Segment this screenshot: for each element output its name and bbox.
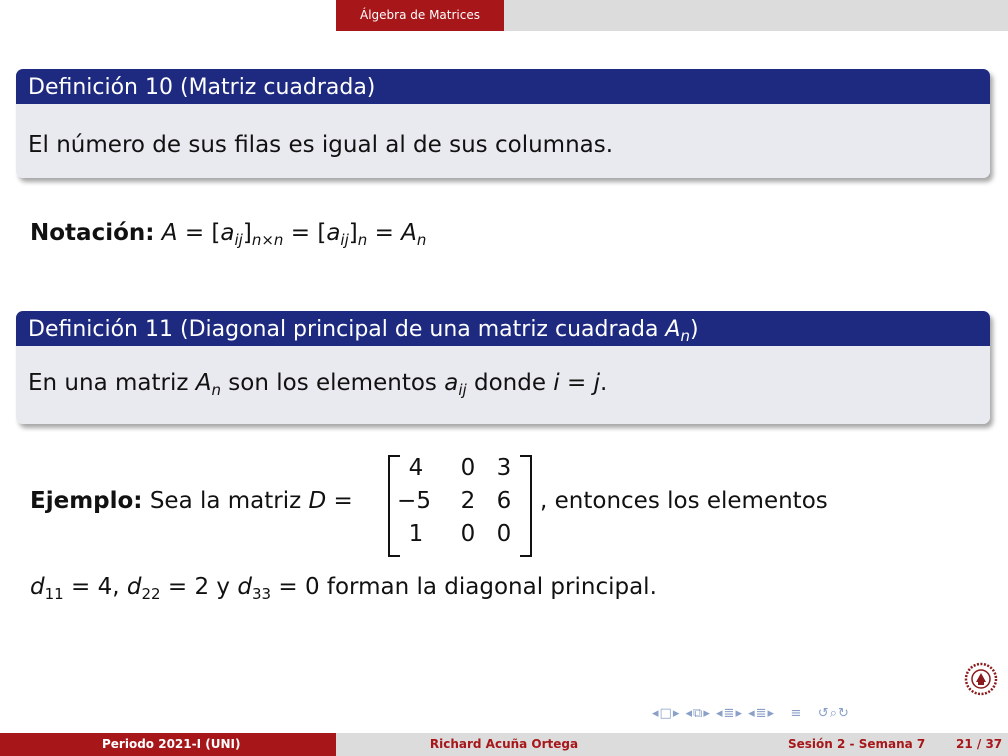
nav-left-arrow-icon[interactable]: ◂ (652, 706, 660, 721)
matrix-cell: 0 (460, 455, 476, 481)
nav-section-icon[interactable]: ≣ (723, 706, 736, 721)
footer-page-number: 21 / 37 (956, 737, 1003, 751)
footer-left-panel (0, 733, 336, 756)
definition-block-10 (16, 69, 990, 178)
matrix-cell: 0 (496, 521, 512, 547)
definition-10-title: Definición 10 (Matriz cuadrada) (16, 69, 990, 104)
nav-right-arrow-icon[interactable]: ▸ (735, 706, 743, 721)
nav-left-arrow-icon[interactable]: ◂ (748, 706, 756, 721)
nav-left-arrow-icon[interactable]: ◂ (716, 706, 724, 721)
nav-document-icon[interactable]: ≣ (755, 706, 768, 721)
top-navigation-bar (0, 0, 1008, 31)
footer-author: Richard Acuña Ortega (336, 733, 672, 756)
notation-label: Notación: (30, 220, 155, 246)
matrix-cell: 1 (408, 521, 424, 547)
footer-right-panel (672, 733, 1008, 756)
example-line: Ejemplo: Sea la matriz D = (30, 488, 353, 514)
example-text-before: Sea la matriz (149, 488, 302, 514)
matrix-cell: 4 (408, 455, 424, 481)
nav-back-search-icon[interactable]: ↺⌕↻ (817, 706, 850, 721)
definition-10-body: El número de sus filas es igual al de sus columnas. (16, 104, 990, 178)
nav-subsection-icon[interactable]: ⧉ (693, 706, 704, 721)
footer-bar (0, 733, 1008, 756)
diagonal-conclusion: $d_{11} = 4$, $d_{22} = 2$ y $d_{33} = 0$ forman la diagonal principal. (30, 574, 657, 603)
matrix-d (388, 455, 532, 555)
matrix-cell: −5 (397, 488, 431, 514)
definition-11-body: En una matriz $A_n$ son los elementos $a_{ij}$ donde i = j. (16, 346, 990, 424)
nav-frame-icon[interactable]: □ (659, 706, 673, 721)
example-text-after: , entonces los elementos (540, 488, 828, 514)
matrix-cell: 6 (496, 488, 512, 514)
matrix-cell: 0 (460, 521, 476, 547)
example-label: Ejemplo: (30, 488, 143, 514)
definition-block-11 (16, 311, 990, 424)
nav-align-icon[interactable]: ≡ (790, 706, 803, 721)
notation-line (30, 220, 427, 249)
notation-formula: $A = [a_{ij}]_{n\times n} = [a_{ij}]_n = A_n$ (161, 220, 427, 249)
nav-right-arrow-icon[interactable]: ▸ (767, 706, 776, 721)
beamer-navigation-symbols (652, 706, 850, 721)
nav-right-arrow-icon[interactable]: ▸ (672, 706, 681, 721)
matrix-cell: 2 (460, 488, 476, 514)
university-seal-logo (964, 662, 998, 696)
current-section-title[interactable]: Álgebra de Matrices (336, 0, 504, 31)
definition-11-title: Definición 11 (Diagonal principal de una matriz cuadrada $A_n$) (16, 311, 990, 346)
matrix-cell: 3 (496, 455, 512, 481)
nav-right-arrow-icon[interactable]: ▸ (703, 706, 711, 721)
footer-period: Periodo 2021-I (UNI) (102, 737, 241, 751)
footer-session: Sesión 2 - Semana 7 (788, 737, 926, 751)
nav-left-arrow-icon[interactable]: ◂ (685, 706, 694, 721)
